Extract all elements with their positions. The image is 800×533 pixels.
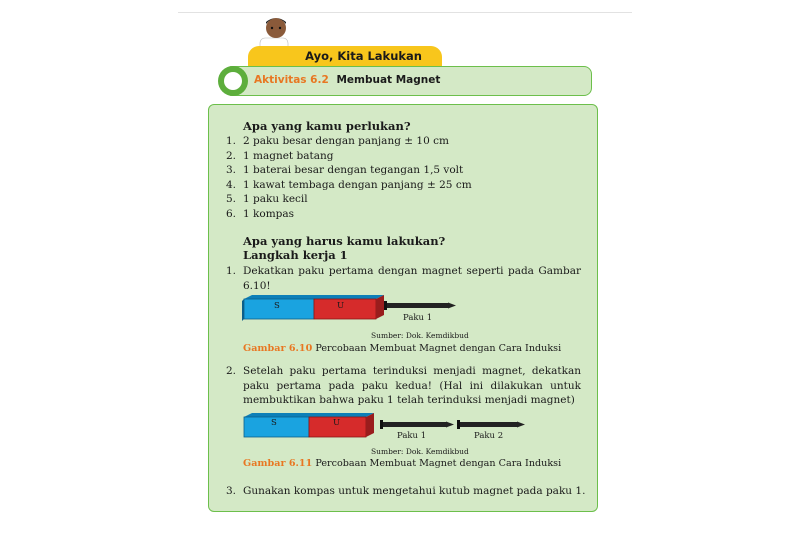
list-item: 5. 1 paku kecil — [226, 193, 308, 205]
magnet-s-label: S — [274, 301, 280, 311]
figure-6-11-source: Sumber: Dok. Kemdikbud — [371, 447, 469, 456]
magnet-u-label: U — [337, 301, 345, 311]
nail-2 — [457, 422, 517, 427]
step-item: 3. Gunakan kompas untuk mengetahui kutub magnet pada paku 1. — [226, 485, 586, 497]
materials-heading: Apa yang kamu perlukan? — [243, 119, 411, 133]
magnet-s-label: S — [271, 418, 277, 428]
activity-number: Aktivitas 6.2 — [254, 74, 329, 86]
list-item: 1. 2 paku besar dengan panjang ± 10 cm — [226, 135, 449, 147]
magnet-top-face — [244, 295, 384, 299]
magnet-side-face — [366, 413, 374, 437]
figure-6-11-caption: Gambar 6.11 Percobaan Membuat Magnet dengan Cara Induksi — [243, 458, 562, 469]
magnet-u-label: U — [333, 418, 341, 428]
banner-title: Ayo, Kita Lakukan — [305, 49, 422, 63]
figure-6-10-source: Sumber: Dok. Kemdikbud — [371, 331, 469, 340]
procedure-heading: Apa yang harus kamu lakukan? — [243, 234, 446, 248]
nail-1-label: Paku 1 — [403, 313, 433, 323]
list-item: 2. 1 magnet batang — [226, 149, 334, 162]
nail-1 — [380, 422, 446, 427]
list-item: 4. 1 kawat tembaga dengan panjang ± 25 cm — [226, 178, 472, 191]
nail-1-label: Paku 1 — [397, 431, 427, 441]
nail-1 — [384, 303, 448, 308]
list-item: 6. 1 kompas — [226, 207, 295, 220]
activity-banner — [248, 46, 442, 68]
step-item: 2. Setelah paku pertama terinduksi menjadi magnet, dekatkan paku pertama pada paku kedua! (Hal ini dilakukan untuk membuktikan bahwa paku 1 telah terinduksi menjadi magnet) — [226, 365, 581, 406]
nail-2-label: Paku 2 — [474, 431, 504, 441]
procedure-subheading: Langkah kerja 1 — [243, 248, 348, 262]
activity-label — [254, 74, 440, 86]
activity-bullet-inner — [224, 72, 242, 90]
magnet-side-face — [376, 295, 384, 319]
magnet-u-pole — [314, 299, 376, 319]
magnet-top-face — [244, 413, 374, 417]
activity-title: Membuat Magnet — [336, 74, 441, 86]
list-item: 3. 1 baterai besar dengan tegangan 1,5 volt — [226, 164, 464, 176]
figure-6-10-caption: Gambar 6.10 Percobaan Membuat Magnet dengan Cara Induksi — [243, 343, 562, 354]
step-item: 1. Dekatkan paku pertama dengan magnet seperti pada Gambar 6.10! — [226, 265, 581, 292]
top-divider — [178, 12, 632, 13]
